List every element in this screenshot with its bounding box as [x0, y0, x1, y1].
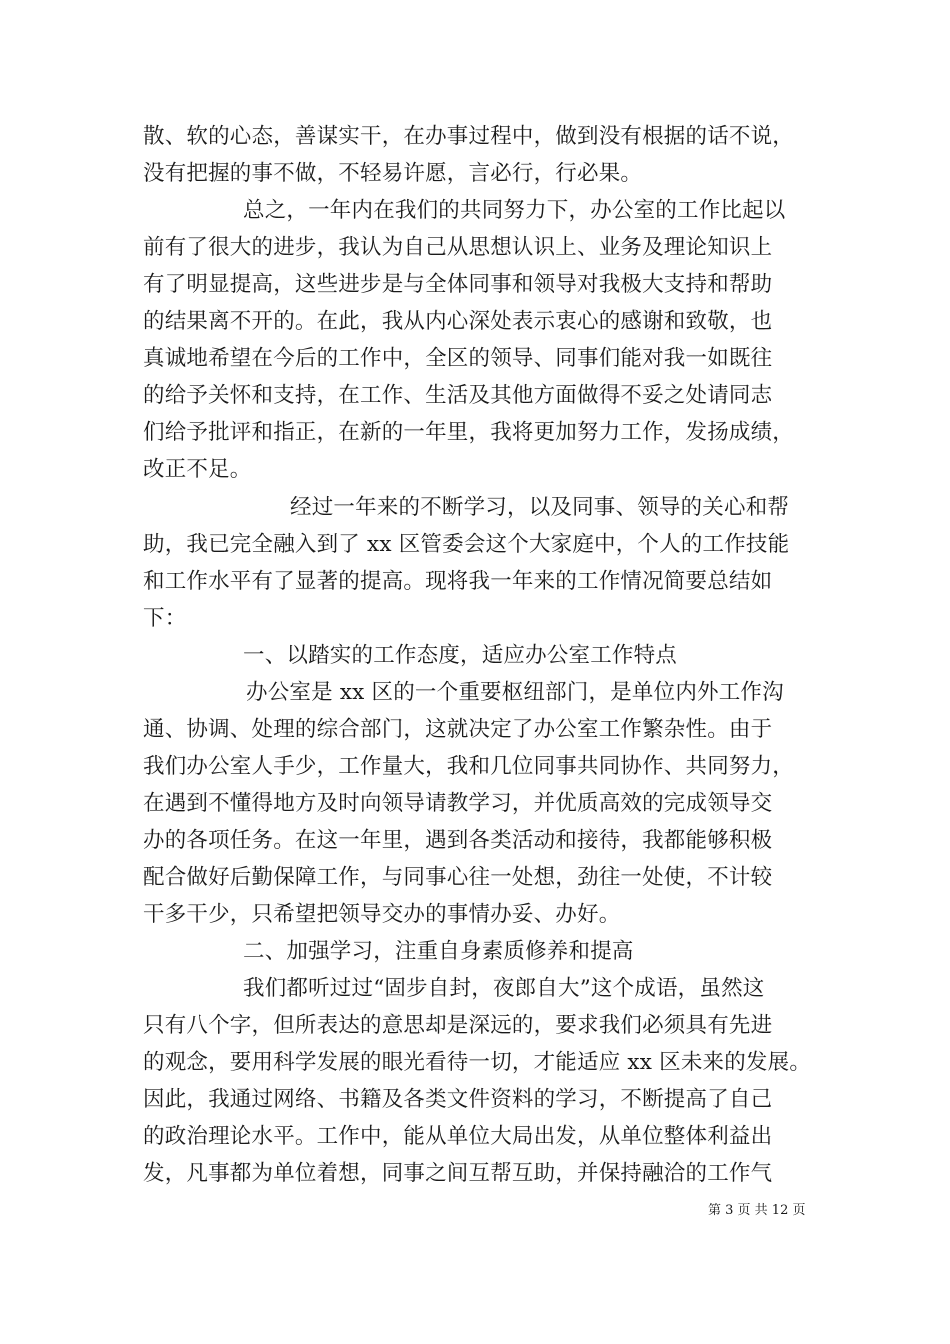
text-line: 真诚地希望在今后的工作中，全区的领导、同事们能对我一如既往: [143, 346, 773, 371]
text-line: 经过一年来的不断学习，以及同事、领导的关心和帮: [290, 495, 790, 520]
text-line: 的观念，要用科学发展的眼光看待一切，才能适应 xx 区未来的发展。: [143, 1050, 812, 1075]
section-heading: 一、以踏实的工作态度，适应办公室工作特点: [243, 643, 678, 668]
page-number: 第 3 页 共 12 页: [708, 1203, 806, 1218]
text-line: 在遇到不懂得地方及时向领导请教学习，并优质高效的完成领导交: [143, 791, 773, 816]
text-line: 总之，一年内在我们的共同努力下，办公室的工作比起以: [243, 198, 786, 223]
section-heading: 二、加强学习，注重自身素质修养和提高: [243, 939, 634, 964]
text-line: 我们都听过过“固步自封，夜郎自大”这个成语，虽然这: [243, 976, 765, 1001]
text-line: 我们办公室人手少，工作量大，我和几位同事共同协作、共同努力，: [143, 754, 795, 779]
text-line: 助，我已完全融入到了 xx 区管委会这个大家庭中，个人的工作技能: [143, 532, 790, 557]
text-line: 下：: [143, 606, 187, 631]
text-line: 只有八个字，但所表达的意思却是深远的，要求我们必须具有先进: [143, 1013, 773, 1038]
text-line: 通、协调、处理的综合部门，这就决定了办公室工作繁杂性。由于: [143, 717, 773, 742]
text-line: 没有把握的事不做，不轻易许愿，言必行，行必果。: [143, 161, 643, 186]
text-line: 办的各项任务。在这一年里，遇到各类活动和接待，我都能够积极: [143, 828, 773, 853]
text-line: 的结果离不开的。在此，我从内心深处表示衷心的感谢和致敬，也: [143, 309, 773, 334]
text-line: 和工作水平有了显著的提高。现将我一年来的工作情况简要总结如: [143, 569, 773, 594]
text-line: 的政治理论水平。工作中，能从单位大局出发，从单位整体利益出: [143, 1124, 773, 1149]
text-line: 发，凡事都为单位着想，同事之间互帮互助，并保持融洽的工作气: [143, 1161, 773, 1186]
text-line: 们给予批评和指正，在新的一年里，我将更加努力工作，发扬成绩，: [143, 420, 795, 445]
text-line: 办公室是 xx 区的一个重要枢纽部门，是单位内外工作沟: [246, 680, 784, 705]
text-line: 有了明显提高，这些进步是与全体同事和领导对我极大支持和帮助: [143, 272, 773, 297]
text-line: 的给予关怀和支持，在工作、生活及其他方面做得不妥之处请同志: [143, 383, 773, 408]
text-line: 干多干少，只希望把领导交办的事情办妥、办好。: [143, 902, 621, 927]
text-line: 改正不足。: [143, 457, 252, 482]
text-line: 因此，我通过网络、书籍及各类文件资料的学习，不断提高了自己: [143, 1087, 773, 1112]
text-line: 散、软的心态，善谋实干，在办事过程中，做到没有根据的话不说，: [143, 124, 795, 149]
text-line: 配合做好后勤保障工作，与同事心往一处想，劲往一处使，不计较: [143, 865, 773, 890]
text-line: 前有了很大的进步，我认为自己从思想认识上、业务及理论知识上: [143, 235, 773, 260]
